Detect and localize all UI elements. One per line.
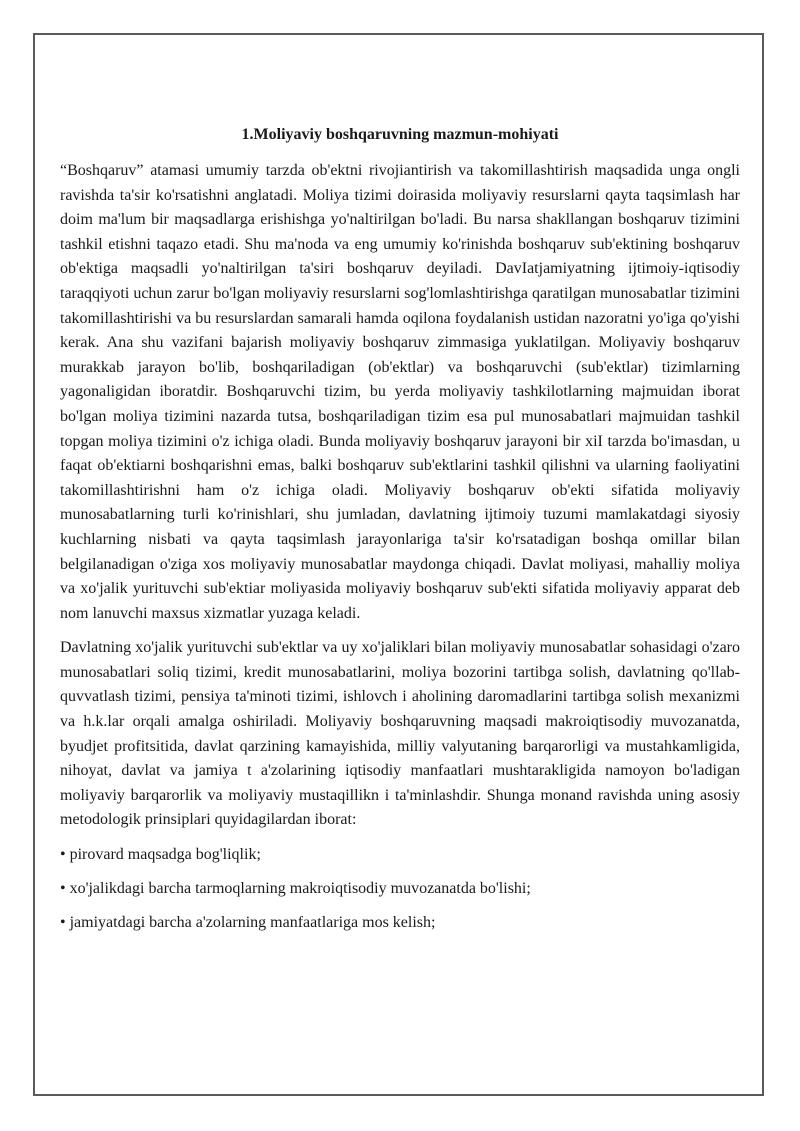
bullet-item: • xo'jalikdagi barcha tarmoqlarning makroiqtisodiy muvozanatda bo'lishi;: [60, 880, 531, 898]
section-title: 1.Moliyaviy boshqaruvning mazmun-mohiyati: [241, 126, 559, 143]
paragraph: Davlatning xo'jalik yurituvchi sub'ektlar va uy xo'jaliklari bilan moliyaviy munosabatlar sohasidagi o'zaro munosabatlari soliq tizimi, kredit munosabatlarini, moliya bozorini tartibga solish, davlatning qo'llab-quvvatlash tizimi, pensiya ta'minoti tizimi, ishlovch i aholining daromadlarini tartibga solish mexanizmi va h.k.lar orqali amalga oshiriladi. Moliyaviy boshqaruvning maqsadi makroiqtisodiy muvozanatda, byudjet profitsitida, davlat qarzining kamayishida, milliy valyutaning barqarorligi va mustahkamligida, nihoyat, davlat va jamiya t a'zolarining iqtisodiy manfaatlari mushtarakligida namoyon bo'ladigan moliyaviy barqarorlik va moliyaviy mustaqillikn i ta'minlashdir. Shunga monand ravishda uning asosiy metodologik prinsiplari quyidagilardan iborat:: [60, 639, 740, 829]
bullet-item: • pirovard maqsadga bog'liqlik;: [60, 846, 261, 864]
bullet-item: • jamiyatdagi barcha a'zolarning manfaatlariga mos kelish;: [60, 914, 436, 932]
document-body: [60, 124, 740, 945]
paragraph: “Boshqaruv” atamasi umumiy tarzda ob'ektni rivojiantirish va takomillashtirish maqsadida unga ongli ravishda ta'sir ko'rsatishni anglatadi. Moliya tizimi doirasida moliyaviy resurslarni qayta taqsimlash har doim ma'lum bir maqsadlarga erishishga yo'naltirilgan bo'ladi. Bu narsa shakllangan boshqaruv tizimini tashkil etishni taqazo etadi. Shu ma'noda va eng umumiy ko'rinishda boshqaruv sub'ektining boshqaruv ob'ektiga maqsadli yo'naltirilgan ta'siri boshqaruv deyiladi. DavIatjamiyatning ijtimoiy-iqtisodiy taraqqiyoti uchun zarur bo'lgan moliyaviy resurslarni sog'lomlashtirishga qaratilgan munosabatlar tizimini takomillashtirishi va bu resurslardan samarali hamda oqilona foydalanish ustidan nazoratni yo'iga qo'yishi kerak. Ana shu vazifani bajarish moliyaviy boshqaruv zimmasiga yuklatilgan. Moliyaviy boshqaruv murakkab jarayon bo'lib, boshqariladigan (ob'ektlar) va boshqaruvchi (sub'ektlar) tizimlarning yagonaligidan iboratdir. Boshqaruvchi tizim, bu yerda moliyaviy tashkilotlarning majmuidan iborat bo'lgan moliya tizimini nazarda tutsa, boshqariladigan tizim esa pul munosabatlari majmuidan tashkil topgan moliya tizimini o'z ichiga oladi. Bunda moliyaviy boshqaruv jarayoni bir xiI tarzda bo'imasdan, u faqat ob'ektiarni boshqarishni emas, balki boshqaruv sub'ektlarini tashkil qilishni va ularning faoliyatini takomillashtirishni ham o'z ichiga oladi. Moliyaviy boshqaruv ob'ekti sifatida moliyaviy munosabatlarning turli ko'rinishlari, shu jumladan, davlatning ijtimoiy tuzumi mamlakatdagi siyosiy kuchlarning nisbati va qayta taqsimlash jarayonlariga ta'sir ko'rsatadigan boshqa omillar bilan belgilanadigan o'ziga xos moliyaviy munosabatlar maydonga chiqadi. Davlat moliyasi, mahalliy moliya va xo'jalik yurituvchi sub'ektiar moliyasida moliyaviy boshqaruv sub'ekti sifatida moliyaviy apparat deb nom lanuvchi maxsus xizmatlar yuzaga keladi.: [60, 162, 740, 622]
